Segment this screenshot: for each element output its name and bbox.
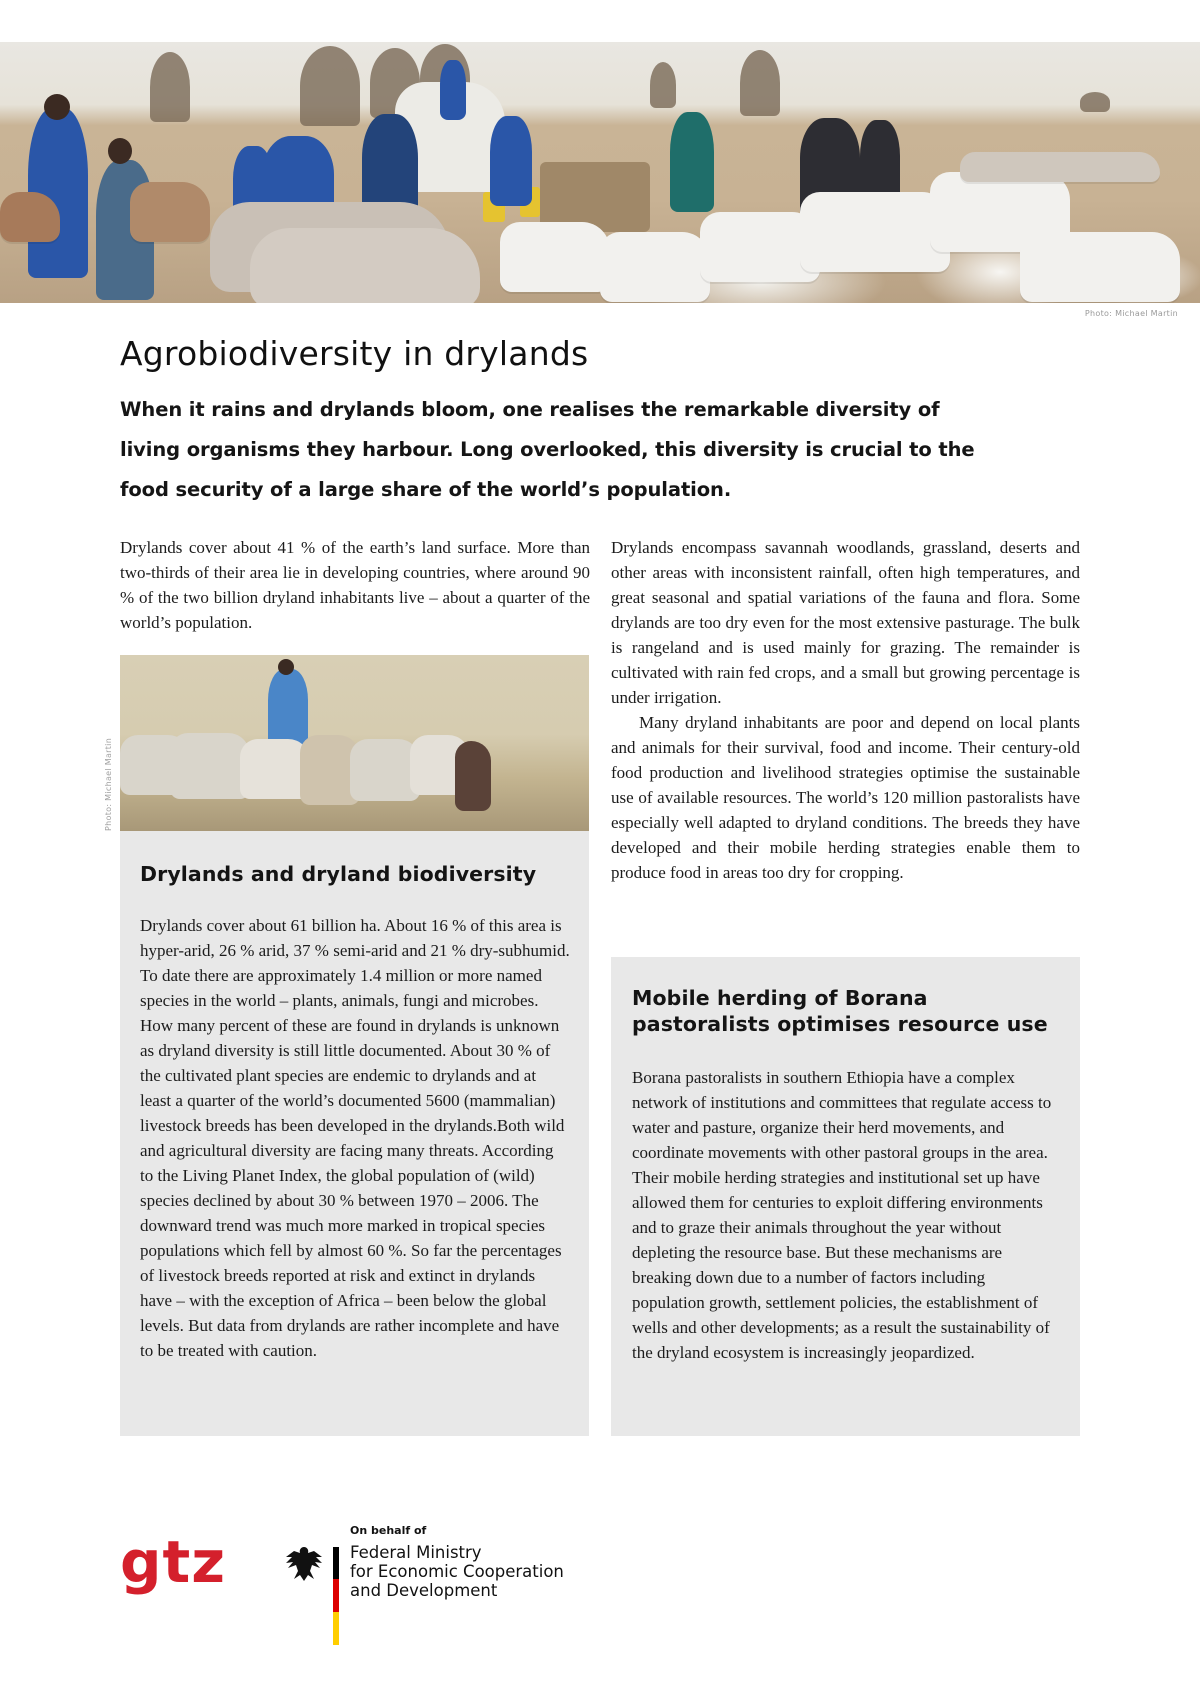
ministry-line-2: for Economic Cooperation [350, 1562, 564, 1581]
federal-eagle-icon [284, 1545, 324, 1583]
sidebar-box-borana [611, 957, 1080, 1436]
herder-photo-credit: Photo: Michael Martin [104, 737, 113, 831]
on-behalf-label: On behalf of [350, 1524, 427, 1537]
intro-paragraph: Drylands cover about 41 % of the earth’s land surface. More than two-thirds of their area lie in developing countries, where around 90 % of the two billion dryland inhabitants live – about a quarter of the world’s population. [120, 538, 590, 632]
sidebar-box-dryland-biodiversity [120, 831, 589, 1436]
body-paragraph-1: Drylands encompass savannah woodlands, grassland, deserts and other areas with inconsistent rainfall, often high temperatures, and great seasonal and spatial variations of the fauna and flora. Some drylands are too dry even for the most extensive pasturage. The bulk is rangeland and is used mainly for grazing. The remainder is cultivated with rain fed crops, and a small but growing percentage is under irrigation. [611, 538, 1080, 707]
lead-paragraph: When it rains and drylands bloom, one realises the remarkable diversity of living organisms they harbour. Long overlooked, this diversity is crucial to the food security of a large share of the world’s population. [120, 398, 975, 501]
gtz-logo: gtz [120, 1528, 227, 1596]
german-flag-bar [333, 1547, 339, 1645]
box-heading: Mobile herding of Borana pastoralists optimises resource use [632, 986, 1048, 1036]
herder-photo [120, 655, 589, 831]
ministry-line-1: Federal Ministry [350, 1543, 482, 1562]
intro-left-column [120, 535, 590, 635]
box-body: Borana pastoralists in southern Ethiopia have a complex network of institutions and committees that regulate access to water and pasture, organize their herd movements, and coordinate movements with other pastoral groups in the area. Their mobile herding strategies and institutional set up have allowed them for centuries to exploit differing environments and to graze their animals throughout the year without depleting the resource base. But these mechanisms are breaking down due to a number of factors including population growth, settlement policies, the establishment of wells and other developments; as a result the sustainability of the dryland ecosystem is increasingly jeopardized. [632, 1068, 1052, 1362]
page-title: Agrobiodiversity in drylands [120, 334, 589, 373]
box-body: Drylands cover about 61 billion ha. About 16 % of this area is hyper-arid, 26 % arid, 37 % semi-arid and 21 % dry-subhumid. To date there are approximately 1.4 million or more named species in the world – plants, animals, fungi and microbes. How many percent of these are found in drylands is unknown as dryland diversity is still little documented. About 30 % of the cultivated plant species are endemic to drylands and at least a quarter of the world’s documented 5600 (mammalian) livestock breeds has been developed in the drylands.Both wild and agricultural diversity are facing many threats. According to the Living Planet Index, the global population of (wild) species declined by about 30 % between 1970 – 2006. The downward trend was much more marked in tropical species populations which fell by almost 60 %. So far the percentages of livestock breeds reported at risk and extinct in drylands have – with the exception of Africa – been below the global levels. But data from drylands are rather incomplete and have to be treated with caution. [140, 916, 570, 1360]
intro-right-column [611, 535, 1080, 885]
ministry-line-3: and Development [350, 1581, 498, 1600]
body-paragraph-2: Many dryland inhabitants are poor and depend on local plants and animals for their survival, food and income. Their century-old food production and livelihood strategies optimise the sustainable use of available resources. The world’s 120 million pastoralists have especially well adapted to dryland conditions. The breeds they have developed and their mobile herding strategies enable them to produce food in areas too dry for cropping. [611, 713, 1080, 882]
box-heading: Drylands and dryland biodiversity [140, 862, 537, 886]
ministry-name [350, 1543, 564, 1600]
hero-photo-credit: Photo: Michael Martin [1084, 309, 1178, 318]
hero-photo [0, 42, 1200, 303]
